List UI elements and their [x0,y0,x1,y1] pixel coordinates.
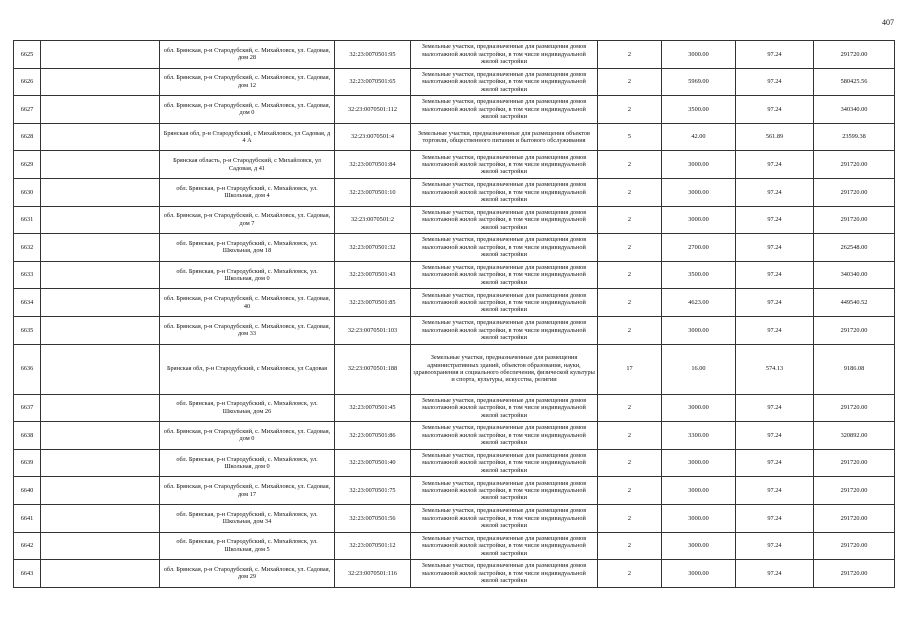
table-row [14,422,895,450]
row-number-cell: 6625 [14,41,41,69]
address-cell: обл. Брянская, р-н Стародубский, с. Михайловск, ул. Садовая, дом 12 [160,68,335,96]
land-use-cell: Земельные участки, предназначенные для размещения домов малоэтажной жилой застройки, в том числе индивидуальной жилой застройки [411,151,598,179]
table-row [14,68,895,96]
blank-cell [41,234,160,262]
cadastral-value-cell: 291720.00 [814,316,895,344]
land-use-cell: Земельные участки, предназначенные для размещения домов малоэтажной жилой застройки, в том числе индивидуальной жилой застройки [411,449,598,477]
address-cell: обл. Брянская, р-н Стародубский, с. Михайловск, ул. Школьная, дом 18 [160,234,335,262]
rate-cell: 97.24 [736,261,814,289]
address-cell: обл. Брянская, р-н Стародубский, с. Михайловск, ул. Садовая, 40 [160,289,335,317]
group-cell: 2 [598,422,662,450]
group-cell: 2 [598,532,662,560]
page-number: 407 [882,18,894,27]
area-cell: 3000.00 [662,532,736,560]
area-cell: 3300.00 [662,422,736,450]
table-row [14,96,895,124]
row-number-cell: 6643 [14,560,41,588]
address-cell: обл. Брянская, р-н Стародубский, с. Михайловск, ул. Школьная, дом 26 [160,394,335,422]
table-row [14,532,895,560]
land-use-cell: Земельные участки, предназначенные для размещения административных зданий, объектов образования, науки, здравоохранения и социального обеспечения, физической культуры и спорта, культуры, искусства, религии [411,344,598,394]
cadastral-number-cell: 32:23:0070501:56 [335,504,411,532]
group-cell: 17 [598,344,662,394]
land-use-cell: Земельные участки, предназначенные для размещения домов малоэтажной жилой застройки, в том числе индивидуальной жилой застройки [411,289,598,317]
cadastral-number-cell: 32:23:0070501:103 [335,316,411,344]
group-cell: 2 [598,96,662,124]
group-cell: 2 [598,41,662,69]
rate-cell: 97.24 [736,178,814,206]
land-use-cell: Земельные участки, предназначенные для размещения домов малоэтажной жилой застройки, в том числе индивидуальной жилой застройки [411,261,598,289]
row-number-cell: 6631 [14,206,41,234]
cadastral-number-cell: 32:23:0070501:75 [335,477,411,505]
area-cell: 3000.00 [662,560,736,588]
cadastral-number-cell: 32:23:0070501:12 [335,532,411,560]
address-cell: обл. Брянская, р-н Стародубский, с. Михайловск, ул. Садовая, дом 0 [160,422,335,450]
rate-cell: 97.24 [736,504,814,532]
group-cell: 2 [598,289,662,317]
cadastral-value-cell: 291720.00 [814,449,895,477]
rate-cell: 97.24 [736,394,814,422]
blank-cell [41,178,160,206]
cadastral-value-cell: 23599.38 [814,123,895,151]
cadastral-number-cell: 32:23:0070501:116 [335,560,411,588]
table-row [14,178,895,206]
row-number-cell: 6635 [14,316,41,344]
rate-cell: 97.24 [736,41,814,69]
cadastral-number-cell: 32:23:0070501:85 [335,289,411,317]
area-cell: 16.00 [662,344,736,394]
group-cell: 2 [598,206,662,234]
cadastral-registry-table [13,40,895,588]
rate-cell: 97.24 [736,449,814,477]
area-cell: 42.00 [662,123,736,151]
cadastral-number-cell: 32:23:0070501:40 [335,449,411,477]
land-use-cell: Земельные участки, предназначенные для размещения домов малоэтажной жилой застройки, в том числе индивидуальной жилой застройки [411,316,598,344]
table-row [14,289,895,317]
blank-cell [41,41,160,69]
row-number-cell: 6639 [14,449,41,477]
table-row [14,316,895,344]
cadastral-number-cell: 32:23:0070501:2 [335,206,411,234]
blank-cell [41,477,160,505]
table-row [14,394,895,422]
address-cell: обл. Брянская, р-н Стародубский, с. Михайловск, ул. Садовая, дом 17 [160,477,335,505]
blank-cell [41,422,160,450]
blank-cell [41,289,160,317]
rate-cell: 97.24 [736,96,814,124]
area-cell: 3500.00 [662,261,736,289]
row-number-cell: 6630 [14,178,41,206]
cadastral-value-cell: 340340.00 [814,96,895,124]
cadastral-number-cell: 32:23:0070501:10 [335,178,411,206]
area-cell: 3000.00 [662,178,736,206]
cadastral-value-cell: 291720.00 [814,151,895,179]
table-row [14,261,895,289]
address-cell: обл. Брянская, р-н Стародубский, с. Михайловск, ул. Школьная, дом 34 [160,504,335,532]
group-cell: 2 [598,234,662,262]
area-cell: 3500.00 [662,96,736,124]
group-cell: 2 [598,178,662,206]
area-cell: 3000.00 [662,206,736,234]
cadastral-value-cell: 9186.08 [814,344,895,394]
address-cell: обл. Брянская, р-н Стародубский, с. Михайловск, ул. Школьная, дом 0 [160,449,335,477]
cadastral-value-cell: 291720.00 [814,560,895,588]
rate-cell: 97.24 [736,316,814,344]
row-number-cell: 6640 [14,477,41,505]
cadastral-value-cell: 291720.00 [814,477,895,505]
table-row [14,560,895,588]
address-cell: обл. Брянская, р-н Стародубский, с. Михайловск, ул. Садовая, дом 7 [160,206,335,234]
cadastral-value-cell: 291720.00 [814,178,895,206]
blank-cell [41,449,160,477]
cadastral-value-cell: 291720.00 [814,41,895,69]
blank-cell [41,316,160,344]
address-cell: обл. Брянская, р-н Стародубский, с. Михайловск, ул. Школьная, дом 0 [160,261,335,289]
cadastral-number-cell: 32:23:0070501:112 [335,96,411,124]
cadastral-value-cell: 291720.00 [814,504,895,532]
cadastral-number-cell: 32:23:0070501:43 [335,261,411,289]
rate-cell: 97.24 [736,234,814,262]
blank-cell [41,123,160,151]
blank-cell [41,532,160,560]
rate-cell: 97.24 [736,477,814,505]
blank-cell [41,504,160,532]
address-cell: обл. Брянская, р-н Стародубский, с. Михайловск, ул. Садовая, дом 28 [160,41,335,69]
table-row [14,234,895,262]
land-use-cell: Земельные участки, предназначенные для размещения домов малоэтажной жилой застройки, в том числе индивидуальной жилой застройки [411,532,598,560]
land-use-cell: Земельные участки, предназначенные для размещения домов малоэтажной жилой застройки, в том числе индивидуальной жилой застройки [411,560,598,588]
table-row [14,41,895,69]
area-cell: 5969.00 [662,68,736,96]
rate-cell: 561.89 [736,123,814,151]
registry-body [14,41,895,588]
land-use-cell: Земельные участки, предназначенные для размещения домов малоэтажной жилой застройки, в том числе индивидуальной жилой застройки [411,234,598,262]
cadastral-value-cell: 291720.00 [814,206,895,234]
cadastral-number-cell: 32:23:0070501:45 [335,394,411,422]
cadastral-value-cell: 291720.00 [814,394,895,422]
blank-cell [41,96,160,124]
cadastral-value-cell: 340340.00 [814,261,895,289]
cadastral-value-cell: 580425.56 [814,68,895,96]
address-cell: обл. Брянская, р-н Стародубский, с. Михайловск, ул. Школьная, дом 5 [160,532,335,560]
area-cell: 3000.00 [662,41,736,69]
group-cell: 2 [598,394,662,422]
row-number-cell: 6637 [14,394,41,422]
land-use-cell: Земельные участки, предназначенные для размещения домов малоэтажной жилой застройки, в том числе индивидуальной жилой застройки [411,504,598,532]
group-cell: 2 [598,68,662,96]
row-number-cell: 6634 [14,289,41,317]
table-row [14,477,895,505]
rate-cell: 97.24 [736,151,814,179]
cadastral-value-cell: 320892.00 [814,422,895,450]
area-cell: 2700.00 [662,234,736,262]
cadastral-number-cell: 32:23:0070501:188 [335,344,411,394]
area-cell: 3000.00 [662,151,736,179]
table-row [14,123,895,151]
group-cell: 2 [598,560,662,588]
address-cell: обл. Брянская, р-н Стародубский, с. Михайловск, ул. Садовая, дом 29 [160,560,335,588]
table-row [14,504,895,532]
rate-cell: 97.24 [736,560,814,588]
rate-cell: 97.24 [736,422,814,450]
rate-cell: 97.24 [736,289,814,317]
area-cell: 4623.00 [662,289,736,317]
land-use-cell: Земельные участки, предназначенные для размещения домов малоэтажной жилой застройки, в том числе индивидуальной жилой застройки [411,477,598,505]
row-number-cell: 6636 [14,344,41,394]
cadastral-number-cell: 32:23:0070501:65 [335,68,411,96]
land-use-cell: Земельные участки, предназначенные для размещения домов малоэтажной жилой застройки, в том числе индивидуальной жилой застройки [411,41,598,69]
area-cell: 3000.00 [662,449,736,477]
cadastral-value-cell: 291720.00 [814,532,895,560]
group-cell: 2 [598,316,662,344]
cadastral-value-cell: 262548.00 [814,234,895,262]
row-number-cell: 6627 [14,96,41,124]
row-number-cell: 6628 [14,123,41,151]
rate-cell: 97.24 [736,532,814,560]
row-number-cell: 6629 [14,151,41,179]
cadastral-number-cell: 32:23:0070501:84 [335,151,411,179]
land-use-cell: Земельные участки, предназначенные для размещения объектов торговли, общественного питания и бытового обслуживания [411,123,598,151]
blank-cell [41,151,160,179]
area-cell: 3000.00 [662,477,736,505]
row-number-cell: 6642 [14,532,41,560]
blank-cell [41,344,160,394]
row-number-cell: 6633 [14,261,41,289]
cadastral-number-cell: 32:23:0070501:32 [335,234,411,262]
address-cell: обл. Брянская, р-н Стародубский, с. Михайловск, ул. Школьная, дом 4 [160,178,335,206]
blank-cell [41,560,160,588]
group-cell: 2 [598,261,662,289]
table-row [14,206,895,234]
land-use-cell: Земельные участки, предназначенные для размещения домов малоэтажной жилой застройки, в том числе индивидуальной жилой застройки [411,68,598,96]
address-cell: Брянская обл, р-н Стародубский, с Михайловск, ул Садовая [160,344,335,394]
cadastral-number-cell: 32:23:0070501:86 [335,422,411,450]
blank-cell [41,261,160,289]
row-number-cell: 6632 [14,234,41,262]
group-cell: 5 [598,123,662,151]
rate-cell: 97.24 [736,68,814,96]
address-cell: Брянская обл, р-н Стародубский, с Михайловск, ул Садовая, д 4 А [160,123,335,151]
table-row [14,449,895,477]
area-cell: 3000.00 [662,316,736,344]
cadastral-number-cell: 32:23:0070501:95 [335,41,411,69]
row-number-cell: 6641 [14,504,41,532]
cadastral-number-cell: 32:23:0070501:4 [335,123,411,151]
table-row [14,151,895,179]
land-use-cell: Земельные участки, предназначенные для размещения домов малоэтажной жилой застройки, в том числе индивидуальной жилой застройки [411,394,598,422]
land-use-cell: Земельные участки, предназначенные для размещения домов малоэтажной жилой застройки, в том числе индивидуальной жилой застройки [411,96,598,124]
blank-cell [41,394,160,422]
table-row [14,344,895,394]
group-cell: 2 [598,504,662,532]
rate-cell: 97.24 [736,206,814,234]
land-use-cell: Земельные участки, предназначенные для размещения домов малоэтажной жилой застройки, в том числе индивидуальной жилой застройки [411,206,598,234]
rate-cell: 574.13 [736,344,814,394]
blank-cell [41,206,160,234]
land-use-cell: Земельные участки, предназначенные для размещения домов малоэтажной жилой застройки, в том числе индивидуальной жилой застройки [411,422,598,450]
row-number-cell: 6638 [14,422,41,450]
blank-cell [41,68,160,96]
address-cell: Брянская область, р-н Стародубский, с Михайловск, ул Садовая, д 41 [160,151,335,179]
row-number-cell: 6626 [14,68,41,96]
address-cell: обл. Брянская, р-н Стародубский, с. Михайловск, ул. Садовая, дом 0 [160,96,335,124]
land-use-cell: Земельные участки, предназначенные для размещения домов малоэтажной жилой застройки, в том числе индивидуальной жилой застройки [411,178,598,206]
cadastral-value-cell: 449540.52 [814,289,895,317]
area-cell: 3000.00 [662,504,736,532]
group-cell: 2 [598,477,662,505]
address-cell: обл. Брянская, р-н Стародубский, с. Михайловск, ул. Садовая, дом 33 [160,316,335,344]
group-cell: 2 [598,449,662,477]
area-cell: 3000.00 [662,394,736,422]
group-cell: 2 [598,151,662,179]
